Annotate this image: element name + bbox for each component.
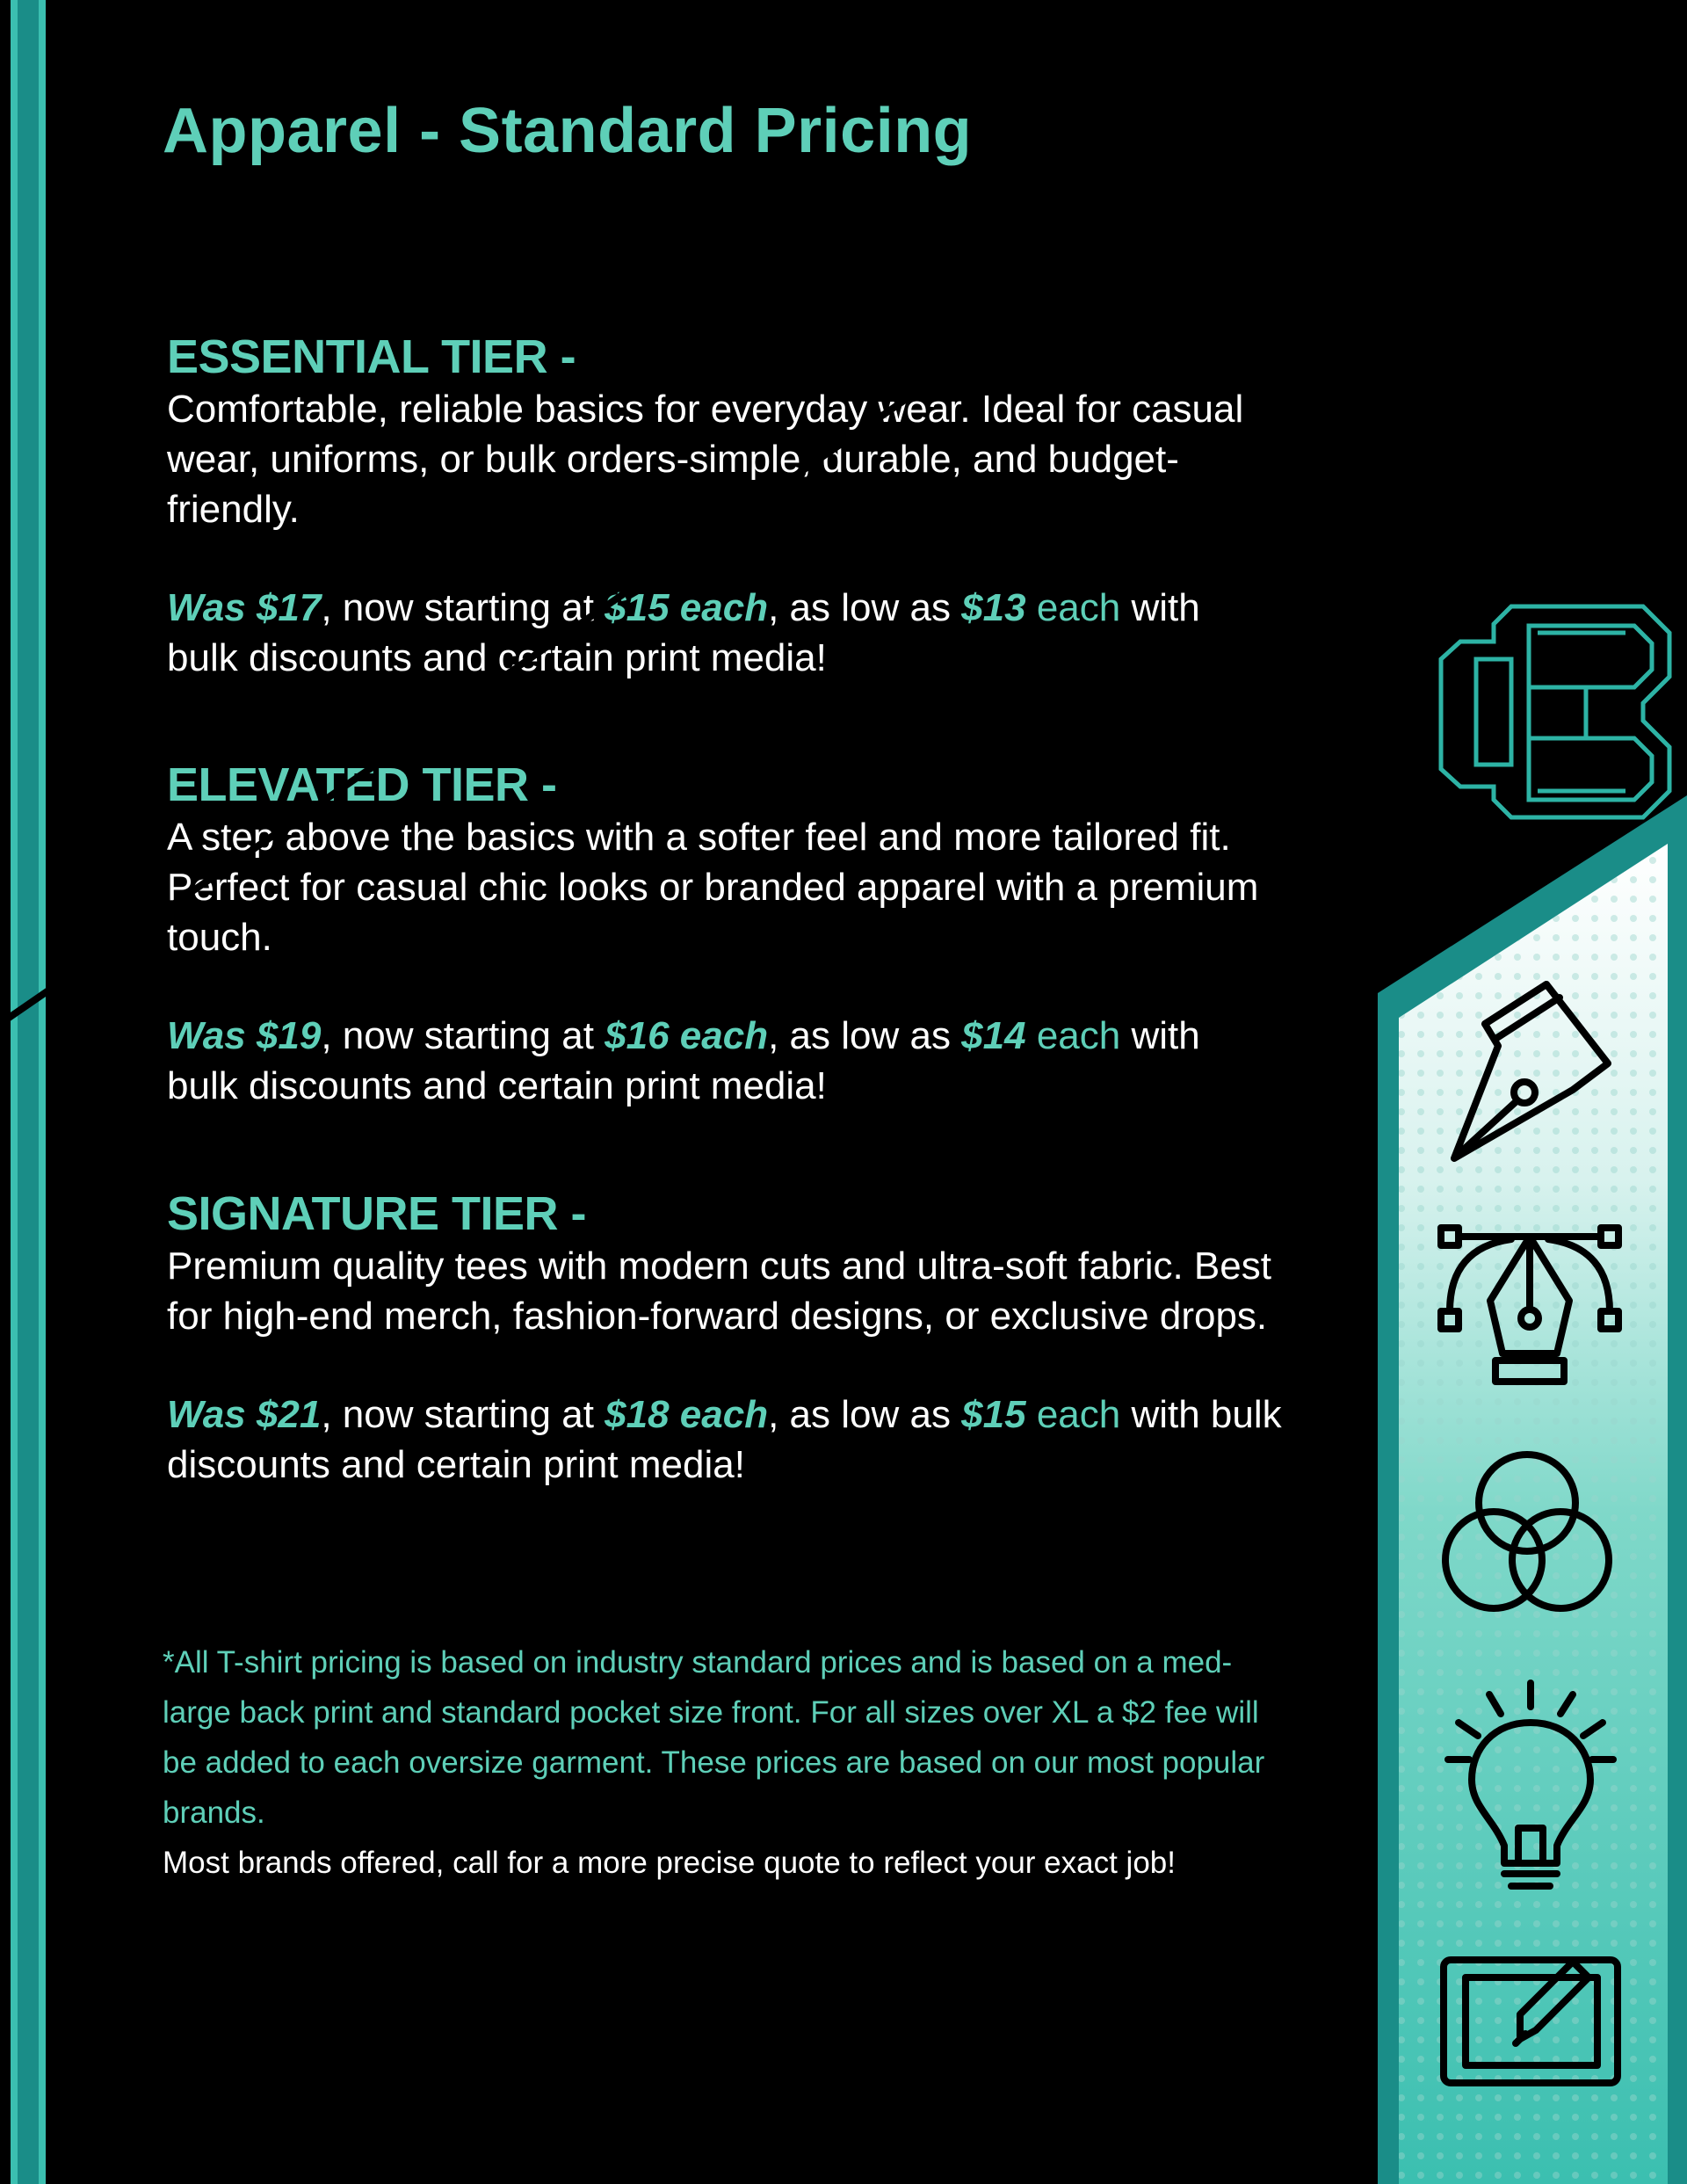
price-text: , now starting at — [321, 1014, 605, 1057]
low-price-suffix: each — [1025, 1393, 1121, 1436]
price-text: , as low as — [768, 1014, 962, 1057]
price-text: with bulk discounts and certain print media! — [167, 586, 1200, 679]
lightbulb-icon — [1448, 1683, 1613, 1886]
tier-heading: ESSENTIAL TIER - — [167, 330, 576, 383]
price-text: , as low as — [768, 1393, 962, 1436]
now-price: $16 each — [605, 1014, 769, 1057]
bezier-pen-tool-icon — [1441, 1228, 1618, 1382]
low-price-suffix: each — [1025, 1014, 1121, 1057]
was-price: Was $19 — [167, 1014, 322, 1057]
color-circles-icon — [1445, 1455, 1609, 1608]
pricing-footnote — [163, 1637, 1305, 1888]
price-text: , now starting at — [321, 1393, 605, 1436]
price-text: with bulk discounts and certain print media! — [167, 1393, 1282, 1486]
footnote-call-to-action: Most brands offered, call for a more precise quote to reflect your exact job! — [163, 1846, 1176, 1880]
was-price: Was $21 — [167, 1393, 322, 1436]
tier-description: Premium quality tees with modern cuts and ultra-soft fabric. Best for high-end merch, fashion-forward designs, or exclusive drops. — [167, 1244, 1271, 1338]
tier-description: A step above the basics with a softer feel and more tailored fit. Perfect for casual chic looks or branded apparel with a premium touch. — [167, 816, 1259, 959]
tier-heading: ELEVATED TIER - — [167, 758, 557, 811]
footnote-disclaimer: *All T-shirt pricing is based on industry standard prices and is based on a med-large back print and standard pocket size front. For all sizes over XL a $2 fee will be added to each oversize garment. These prices are based on our most popular brands. — [163, 1645, 1265, 1830]
tier-signature — [167, 1186, 1309, 1490]
page-title: Apparel - Standard Pricing — [163, 96, 973, 166]
side-panel-frame — [1378, 795, 1687, 2184]
tier-price — [167, 1011, 1221, 1111]
left-accent-stripe-inner — [18, 0, 39, 2184]
price-text: , now starting at — [321, 586, 605, 629]
now-price: $18 each — [605, 1393, 769, 1436]
low-price: $13 — [961, 586, 1026, 629]
low-price: $15 — [961, 1393, 1026, 1436]
price-text: with bulk discounts and certain print media! — [167, 1014, 1200, 1107]
logo-monogram-icon — [1441, 606, 1669, 817]
tier-description: Comfortable, reliable basics for everyday wear. Ideal for casual wear, uniforms, or bulk orders-simple, durable, and budget-friendly. — [167, 388, 1244, 531]
low-price: $14 — [961, 1014, 1026, 1057]
tier-price — [167, 583, 1221, 683]
tier-heading: SIGNATURE TIER - — [167, 1187, 586, 1240]
was-price: Was $17 — [167, 586, 322, 629]
price-text: , as low as — [768, 586, 962, 629]
drawing-tablet-icon — [1444, 1960, 1618, 2083]
low-price-suffix: each — [1025, 586, 1121, 629]
tier-elevated — [167, 758, 1309, 1111]
tier-price — [167, 1389, 1309, 1490]
now-price: $15 each — [605, 586, 769, 629]
tier-essential — [167, 330, 1309, 683]
side-panel-fill — [1399, 844, 1668, 2184]
